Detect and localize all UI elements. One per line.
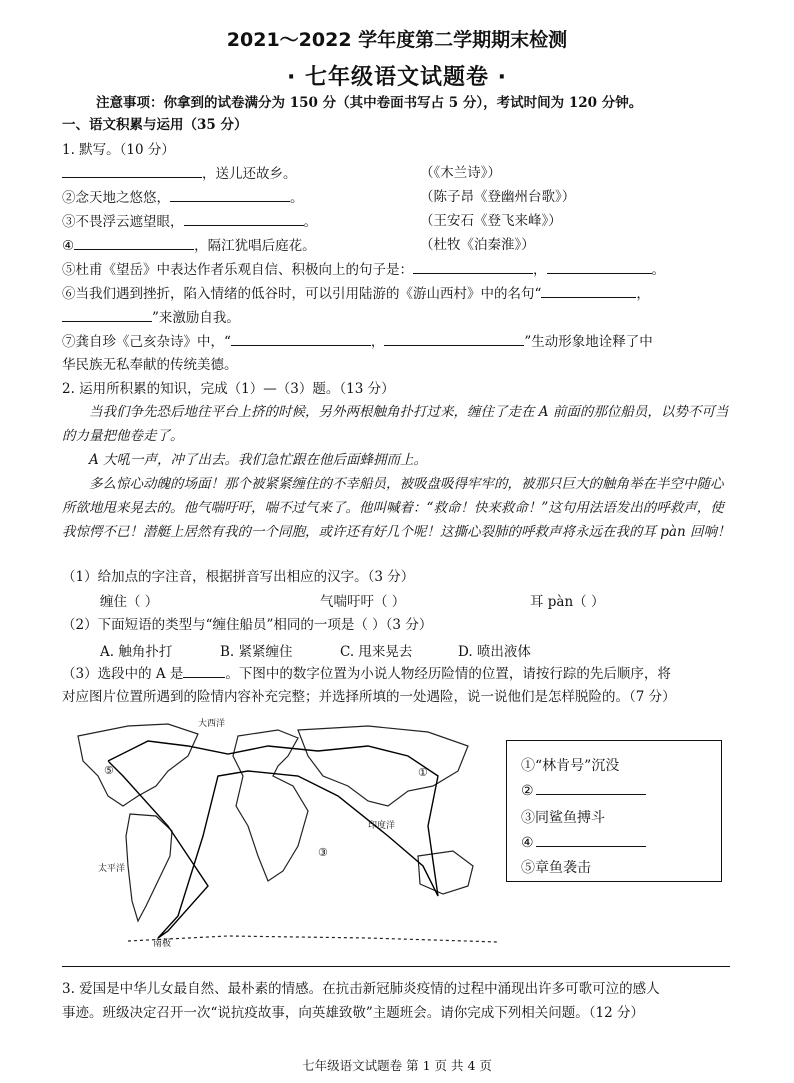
q2-sub3-line-2: 对应图片位置所遇到的险情内容补充完整；并选择所填的一处遇险，说一说他们是怎样脱险的。（7 分） <box>62 689 676 705</box>
option-a[interactable]: A. 触角扑打 <box>100 644 173 660</box>
marker-3: ③ <box>318 846 328 859</box>
danger-item-4: ④ <box>521 833 646 851</box>
passage-paragraph-3: 多么惊心动魄的场面！那个被紧紧缠住的不幸船员，被吸盘吸得牢牢的，被那只巨大的触角举在半空中随心所欲地甩来晃去的。他气喘吁吁，喘不过气来了。他叫喊着：“救命！快来救命！”这句用法语发出的呼救声，使我惊愕不已！潜艇上居然有我的一个同胞，或许还有好几个呢！这撕心裂肺的呼救声将永远在我的耳 pàn 回响！ <box>62 476 731 540</box>
answer-blank[interactable] <box>413 260 533 274</box>
q1-line-8: ⑦龚自珍《己亥杂诗》中，“ ， ”生动形象地诠释了中 <box>62 334 653 350</box>
answer-blank[interactable] <box>184 212 304 226</box>
option-d[interactable]: D. 喷出液体 <box>458 644 531 660</box>
answer-blank[interactable] <box>541 284 636 298</box>
exam-title: 2021～2022 学年度第二学期期末检测 <box>226 29 568 51</box>
source-1: （《木兰诗》） <box>420 165 501 181</box>
answer-blank[interactable] <box>183 664 225 678</box>
q1-line-2: ②念天地之悠悠， 。 <box>62 190 304 206</box>
answer-blank[interactable] <box>62 308 152 322</box>
q1-line-1: ，送儿还故乡。 <box>62 164 297 183</box>
q2-heading: 2. 运用所积累的知识，完成（1）—（3）题。（13 分） <box>62 381 395 397</box>
marker-1: ① <box>418 766 428 779</box>
label-atlantic: 大西洋 <box>198 719 226 729</box>
answer-blank[interactable] <box>170 188 290 202</box>
q2-sub2-heading: （2）下面短语的类型与“缠住船员”相同的一项是（ ）（3 分） <box>62 617 433 633</box>
section-heading: 一、语文积累与运用（35 分） <box>62 117 248 133</box>
answer-blank[interactable] <box>62 164 202 178</box>
q1-heading: 1. 默写。（10 分） <box>62 142 175 158</box>
passage-paragraph-2: A 大吼一声，冲了出去。我们急忙跟在他后面蜂拥而上。 <box>89 452 428 468</box>
danger-item-3: ③同鲨鱼搏斗 <box>521 810 605 826</box>
q1-line-7: ”来激励自我。 <box>62 308 240 327</box>
label-indian: 印度洋 <box>368 821 396 831</box>
notice: 注意事项：你拿到的试卷满分为 150 分（其中卷面书写占 5 分），考试时间为 120 分钟。 <box>96 95 643 111</box>
answer-blank[interactable] <box>536 833 646 847</box>
q2-sub1-heading: （1）给加点的字注音，根据拼音写出相应的汉字。（3 分） <box>62 569 415 585</box>
source-3: （王安石《登飞来峰》） <box>420 213 562 229</box>
q1-line-3: ③不畏浮云遮望眼， 。 <box>62 214 317 230</box>
source-4: （杜牧《泊秦淮》） <box>420 237 535 253</box>
danger-item-2: ② <box>521 781 646 799</box>
q2-sub1-c[interactable]: 耳 pàn（ ） <box>530 594 605 610</box>
danger-item-5: ⑤章鱼袭击 <box>521 860 591 876</box>
exam-subtitle: · 七年级语文试题卷 · <box>286 65 508 90</box>
q1-line-6: ⑥当我们遇到挫折，陷入情绪的低谷时，可以引用陆游的《游山西村》中的名句“ ， <box>62 286 650 302</box>
q2-sub1-b[interactable]: 气喘吁吁（ ） <box>320 594 406 610</box>
danger-item-1: ①“林肯号”沉没 <box>521 758 620 774</box>
answer-blank[interactable] <box>384 332 524 346</box>
option-b[interactable]: B. 紧紧缠住 <box>220 644 293 660</box>
answer-blank[interactable] <box>547 260 652 274</box>
divider <box>62 966 730 967</box>
marker-5: ⑤ <box>104 764 114 777</box>
option-c[interactable]: C. 甩来晃去 <box>340 644 413 660</box>
source-2: （陈子昂《登幽州台歌》） <box>420 189 576 205</box>
q1-line-4: ④ ，隔江犹唱后庭花。 <box>62 238 316 254</box>
q3-line-1: 3. 爱国是中华儿女最自然、最朴素的情感。在抗击新冠肺炎疫情的过程中涌现出许多可歌可泣的感人 <box>62 981 660 997</box>
q2-sub1-a[interactable]: 缠住（ ） <box>100 594 159 610</box>
label-pacific: 太平洋 <box>98 864 126 874</box>
answer-blank[interactable] <box>231 332 371 346</box>
q3-line-2: 事迹。班级决定召开一次“说抗疫故事，向英雄致敬”主题班会。请你完成下列相关问题。（12 分） <box>62 1005 645 1021</box>
passage-paragraph-1: 当我们争先恐后地往平台上挤的时候，另外两根触角扑打过来，缠住了走在 A 前面的那位船员，以势不可当的力量把他卷走了。 <box>62 404 729 444</box>
world-map-route <box>68 716 518 952</box>
q1-line-5: ⑤杜甫《望岳》中表达作者乐观自信、积极向上的句子是： ， 。 <box>62 262 665 278</box>
q1-line-9: 华民族无私奉献的传统美德。 <box>62 357 238 373</box>
label-antarctic: 南极 <box>153 939 172 949</box>
answer-blank[interactable] <box>74 236 194 250</box>
q2-sub3-line-1: （3）选段中的 A 是 。下图中的数字位置为小说人物经历险情的位置，请按行踪的先后顺序，将 <box>62 666 671 682</box>
answer-blank[interactable] <box>536 781 646 795</box>
page-footer: 七年级语文试题卷 第 1 页 共 4 页 <box>302 1058 492 1073</box>
danger-list-box <box>506 740 722 882</box>
